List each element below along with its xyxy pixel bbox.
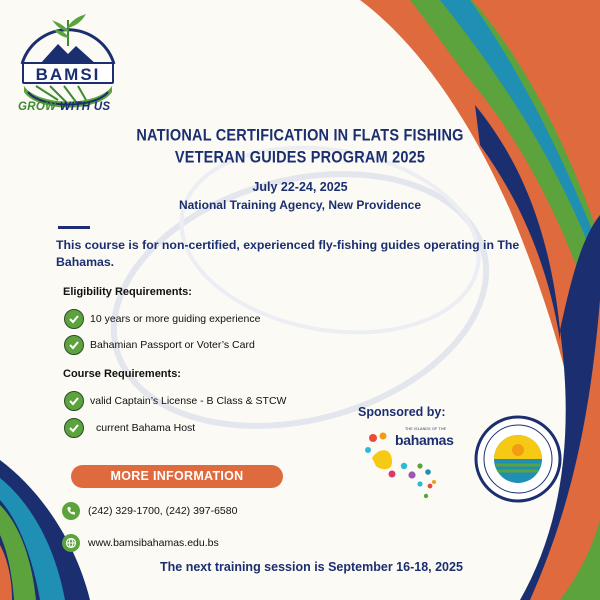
islands-small-text: THE ISLANDS OF THE [405, 427, 447, 431]
eligibility-item-text: 10 years or more guiding experience [90, 313, 261, 325]
bahamas-wordmark: bahamas [395, 432, 454, 448]
next-session-note: The next training session is September 16-18, 2025 [160, 560, 463, 574]
bamsi-tagline: GROW WITH US [18, 101, 111, 113]
course-intro: This course is for non-certified, experienced fly-fishing guides operating in The Bahamas. [56, 238, 520, 269]
course-requirement-text: current Bahama Host [96, 422, 196, 434]
website-url: www.bamsibahamas.edu.bs [88, 537, 219, 549]
program-venue: National Training Agency, New Providence [178, 198, 422, 212]
course-requirement-text: valid Captain’s License - B Class & STCW [90, 395, 287, 407]
more-information-button[interactable]: MORE INFORMATION [71, 465, 283, 488]
program-title-line2: VETERAN GUIDES PROGRAM 2025 [174, 148, 426, 168]
eligibility-heading: Eligibility Requirements: [63, 286, 192, 298]
sponsors-heading: Sponsored by: [358, 405, 446, 419]
bamsi-wordmark: BAMSI [22, 62, 114, 84]
course-requirements-heading: Course Requirements: [63, 368, 181, 380]
eligibility-item-text: Bahamian Passport or Voter’s Card [90, 339, 255, 351]
phone-numbers: (242) 329-1700, (242) 397-6580 [88, 505, 238, 517]
program-title-line1: NATIONAL CERTIFICATION IN FLATS FISHING [136, 126, 464, 146]
program-date: July 22-24, 2025 [252, 180, 348, 194]
